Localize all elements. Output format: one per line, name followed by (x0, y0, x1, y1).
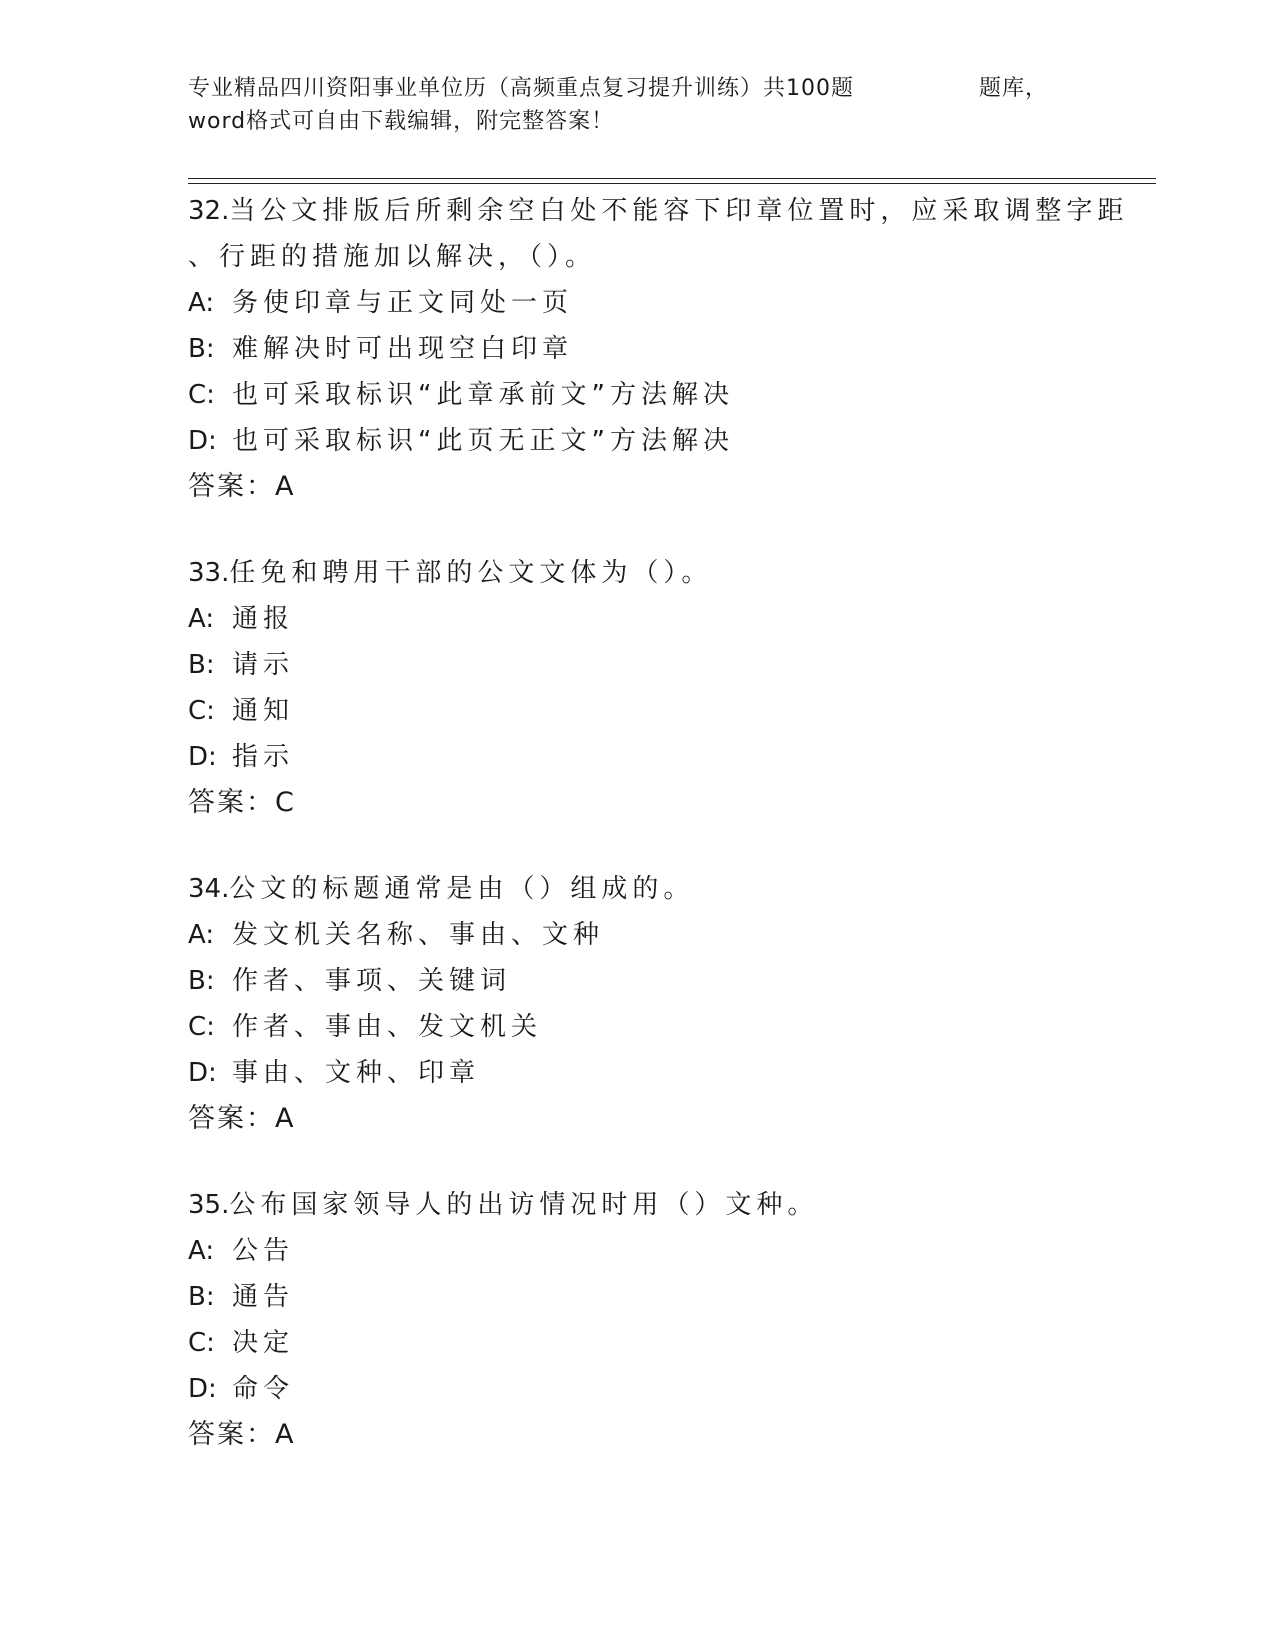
option-text: 通告 (232, 1282, 295, 1312)
option-key: D: (188, 426, 217, 456)
option-key: C: (188, 696, 215, 726)
option-text: 通报 (232, 604, 295, 634)
question-stem (188, 188, 1129, 234)
option-text: 决定 (232, 1328, 295, 1358)
option-c (188, 1320, 1088, 1366)
option-b (188, 326, 1088, 372)
answer-line: 答案：C (188, 787, 296, 818)
question-number: 34. (188, 874, 230, 904)
header-divider-top (188, 178, 1156, 179)
question-stem (188, 866, 1088, 912)
option-b (188, 958, 1088, 1004)
header-line-1 (188, 72, 1048, 105)
option-key: A: (188, 604, 215, 634)
option-b (188, 642, 1088, 688)
question-number: 33. (188, 558, 230, 588)
answer-line: 答案：A (188, 1419, 296, 1450)
question-stem (188, 550, 1088, 596)
header-title-suffix: 题库， (978, 76, 1048, 101)
question-text: 公文的标题通常是由（）组成的。 (229, 874, 695, 904)
option-text: 命令 (232, 1374, 295, 1404)
option-text: 指示 (232, 742, 295, 772)
option-key: C: (188, 380, 215, 410)
option-key: D: (188, 1058, 217, 1088)
question-number: 32. (188, 196, 230, 226)
option-key: C: (188, 1328, 215, 1358)
option-d (188, 1366, 1088, 1412)
option-d (188, 1050, 1088, 1096)
header-title: 专业精品四川资阳事业单位历（高频重点复习提升训练）共100题 (188, 76, 854, 101)
option-text: 难解决时可出现空白印章 (232, 334, 574, 364)
question-text: 公布国家领导人的出访情况时用（）文种。 (229, 1190, 819, 1220)
option-text: 事由、文种、印章 (232, 1058, 481, 1088)
option-text: 请示 (232, 650, 295, 680)
option-key: D: (188, 742, 217, 772)
option-text: 务使印章与正文同处一页 (232, 288, 574, 318)
question-35 (188, 1182, 1088, 1458)
header-line-2: word格式可自由下载编辑，附完整答案！ (188, 109, 615, 134)
option-text: 公告 (232, 1236, 295, 1266)
question-stem-continued: 、行距的措施加以解决，（）。 (188, 242, 597, 272)
option-key: A: (188, 920, 215, 950)
question-text: 当公文排版后所剩余空白处不能容下印章位置时，应采取调整字距 (229, 196, 1129, 226)
option-text: 通知 (232, 696, 295, 726)
option-text: 作者、事项、关键词 (232, 966, 512, 996)
option-key: A: (188, 288, 215, 318)
option-key: B: (188, 334, 215, 364)
document-header (188, 72, 1088, 138)
option-text: 作者、事由、发文机关 (232, 1012, 543, 1042)
option-d (188, 418, 1088, 464)
option-c (188, 372, 1088, 418)
option-a (188, 280, 1088, 326)
option-a (188, 596, 1088, 642)
option-key: B: (188, 650, 215, 680)
question-34 (188, 866, 1088, 1142)
option-key: B: (188, 966, 215, 996)
option-key: A: (188, 1236, 215, 1266)
option-a (188, 1228, 1088, 1274)
answer-line: 答案：A (188, 471, 296, 502)
header-divider-bottom (188, 183, 1156, 184)
question-stem (188, 1182, 1088, 1228)
option-c (188, 1004, 1088, 1050)
question-text: 任免和聘用干部的公文文体为（）。 (229, 558, 713, 588)
option-c (188, 688, 1088, 734)
option-text: 也可采取标识“此章承前文”方法解决 (232, 380, 734, 410)
question-list (188, 188, 1129, 1498)
question-32 (188, 188, 1129, 510)
option-key: C: (188, 1012, 215, 1042)
option-text: 发文机关名称、事由、文种 (232, 920, 605, 950)
question-33 (188, 550, 1088, 826)
question-number: 35. (188, 1190, 230, 1220)
option-b (188, 1274, 1088, 1320)
option-key: B: (188, 1282, 215, 1312)
option-key: D: (188, 1374, 217, 1404)
option-a (188, 912, 1088, 958)
option-text: 也可采取标识“此页无正文”方法解决 (232, 426, 734, 456)
option-d (188, 734, 1088, 780)
answer-line: 答案：A (188, 1103, 296, 1134)
